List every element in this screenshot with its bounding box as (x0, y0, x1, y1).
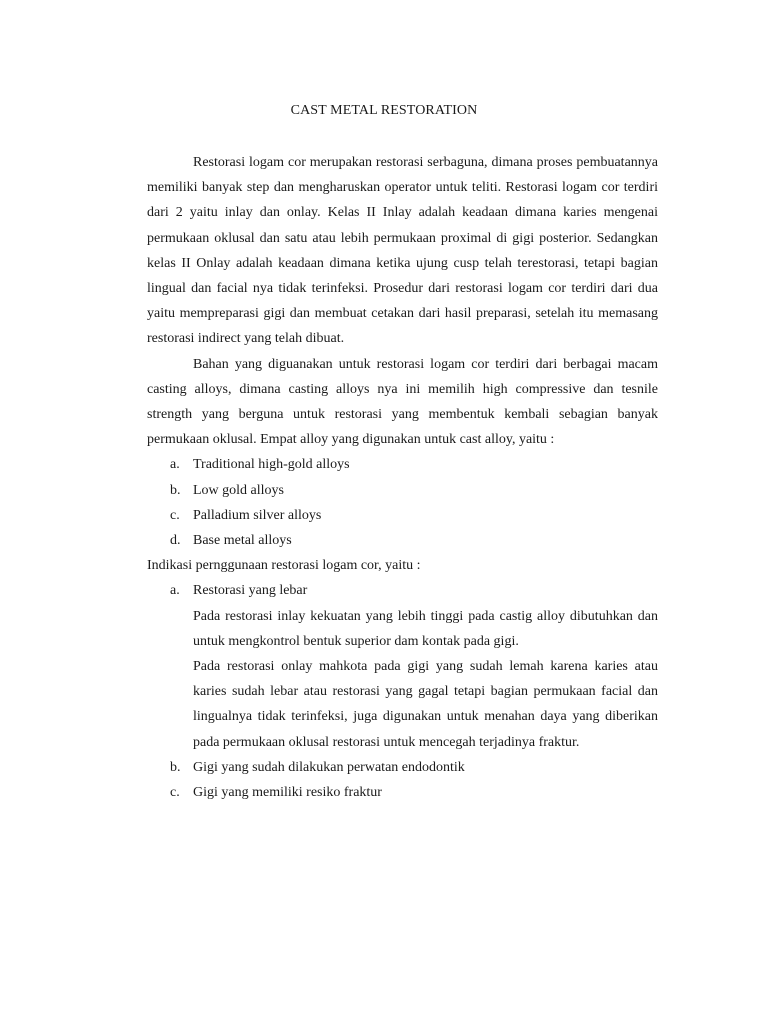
list-item (147, 503, 658, 528)
list-item-text: Palladium silver alloys (193, 507, 322, 523)
list-marker: d. (170, 533, 181, 549)
list-item-text: Traditional high-gold alloys (193, 457, 350, 473)
list-item (147, 578, 658, 754)
list-item-text: Low gold alloys (193, 482, 284, 498)
list-item-text: Gigi yang memiliki resiko fraktur (193, 785, 382, 801)
list-marker: a. (170, 457, 180, 473)
detail-paragraph-onlay: Pada restorasi onlay mahkota pada gigi yang sudah lemah karena karies atau karies sudah lebar atau restorasi yang gagal tetapi bagian permukaan facial dan lingualnya tidak terinfeksi, juga digunakan untuk menahan daya yang diberikan pada permukaan oklusal restorasi untuk mencegah terjadinya fraktur. (193, 659, 658, 750)
paragraph-materials: Bahan yang diguanakan untuk restorasi logam cor terdiri dari berbagai macam casting alloys, dimana casting alloys nya ini memilih high compressive dan tesnile strength yang berguna untuk restorasi yang membentuk kembali sebagian banyak permukaan oklusal. Empat alloy yang digunakan untuk cast alloy, yaitu : (147, 356, 658, 448)
paragraph-intro: Restorasi logam cor merupakan restorasi serbaguna, dimana proses pembuatannya memiliki banyak step dan mengharuskan operator untuk teliti. Restorasi logam cor terdiri dari 2 yaitu inlay dan onlay. Kelas II Inlay adalah keadaan dimana karies mengenai permukaan oklusal dan satu atau lebih permukaan proximal di gigi posterior. Sedangkan kelas II Onlay adalah keadaan dimana ketika ujung cusp telah terestorasi, tetapi bagian lingual dan facial nya tidak terinfeksi. Prosedur dari restorasi logam cor terdiri dari dua yaitu mempreparasi gigi dan membuat cetakan dari hasil preparasi, setelah itu memasang restorasi indirect yang telah dibuat. (147, 155, 658, 347)
list-item-text: Gigi yang sudah dilakukan perwatan endodontik (193, 759, 465, 775)
list-item (147, 478, 658, 503)
indication-list (147, 578, 658, 805)
list-item (147, 780, 658, 805)
list-marker: b. (170, 759, 181, 775)
list-item (147, 528, 658, 553)
list-item-text: Base metal alloys (193, 533, 292, 549)
list-item-text: Restorasi yang lebar (193, 583, 308, 599)
list-marker: c. (170, 785, 180, 801)
detail-paragraph-inlay: Pada restorasi inlay kekuatan yang lebih tinggi pada castig alloy dibutuhkan dan untuk mengkontrol bentuk superior dam kontak pada gigi. (193, 608, 658, 649)
alloy-list (147, 452, 658, 553)
document-body (147, 150, 658, 805)
list-item (147, 755, 658, 780)
list-marker: a. (170, 583, 180, 599)
indications-intro: Indikasi pernggunaan restorasi logam cor, yaitu : (147, 558, 421, 574)
list-marker: c. (170, 507, 180, 523)
list-marker: b. (170, 482, 181, 498)
document-title: CAST METAL RESTORATION (290, 103, 478, 118)
list-item (147, 452, 658, 477)
